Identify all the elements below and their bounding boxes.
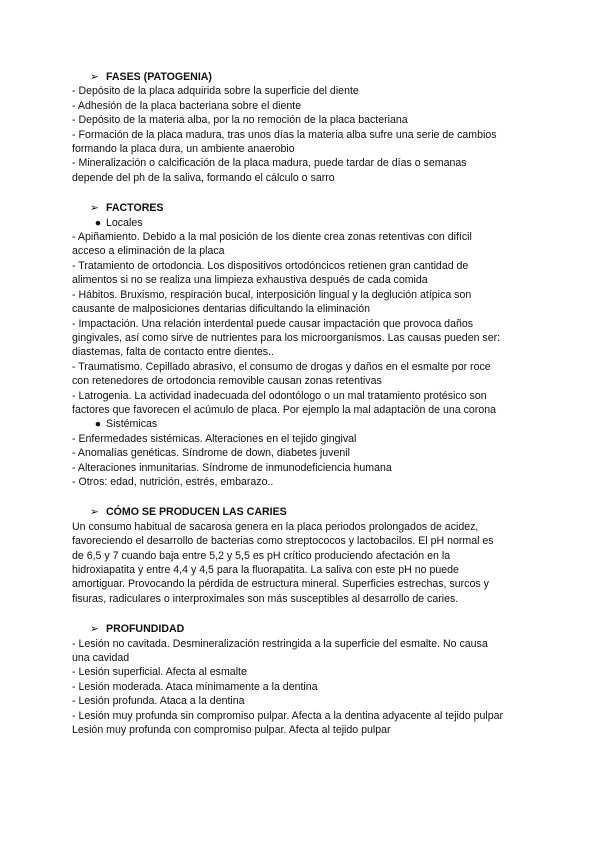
- section-spacer: [72, 185, 530, 201]
- section-heading-factores: [72, 201, 530, 215]
- text-line: - Depósito de la materia alba, por la no remoción de la placa bacteriana: [72, 114, 408, 127]
- section-heading-fases: [72, 70, 530, 84]
- text-line: - Apiñamiento. Debido a la mal posición de los diente crea zonas retentivas con difícil: [72, 231, 472, 244]
- text-line: depende del ph de la saliva, formando el cálculo o sarro: [72, 171, 335, 184]
- arrow-bullet-icon: ➢: [90, 506, 99, 519]
- text-line: Un consumo habitual de sacarosa genera en la placa periodos prolongados de acidez,: [72, 520, 479, 533]
- text-line: favoreciendo el desarrollo de bacterias como streptococos y lactobacilos. El pH normal es: [72, 535, 494, 548]
- text-line: - Lesión no cavitada. Desmineralización restringida a la superficie del esmalte. No causa: [72, 637, 488, 650]
- text-line: amortiguar. Provocando la pérdida de estructura mineral. Superficies estrechas, surcos y: [72, 578, 489, 591]
- text-line: - Adhesión de la placa bacteriana sobre el diente: [72, 99, 302, 112]
- text-line: - Enfermedades sistémicas. Alteraciones en el tejido gingival: [72, 432, 357, 445]
- text-line: Lesión muy profunda con compromiso pulpar. Afecta al tejido pulpar: [72, 724, 391, 737]
- text-line: - Formación de la placa madura, tras unos días la materia alba sufre una serie de cambios: [72, 128, 497, 141]
- subheading-sistemicas: [72, 417, 530, 431]
- text-line: - Traumatismo. Cepillado abrasivo, el consumo de drogas y daños en el esmalte por roce: [72, 360, 491, 373]
- section-spacer: [72, 606, 530, 622]
- text-line: factores que favorecen el acúmulo de placa. Por ejemplo la mal adaptación de una corona: [72, 403, 497, 416]
- heading-text: CÓMO SE PRODUCEN LAS CARIES: [106, 506, 287, 519]
- text-line: gingivales, así como sirve de nutrientes para los microorganismos. Las causas pueden ser:: [72, 331, 501, 344]
- text-line: acceso a eliminación de la placa: [72, 245, 225, 258]
- text-line: de 6,5 y 7 cuando baja entre 5,2 y 5,5 es pH crítico produciendo afectación en la: [72, 549, 451, 562]
- document-body: [72, 70, 530, 737]
- dot-bullet-icon: ●: [94, 216, 102, 229]
- text-line: una cavidad: [72, 652, 130, 665]
- text-line: fisuras, radiculares o interproximales son más susceptibles al desarrollo de caries.: [72, 592, 459, 605]
- arrow-bullet-icon: ➢: [90, 202, 99, 215]
- text-line: hidroxiapatita y entre 4,4 y 4,5 para la fluorapatita. La saliva con este pH no puede: [72, 564, 459, 576]
- subheading-text: Locales: [106, 216, 143, 229]
- text-line: - Lesión muy profunda sin compromiso pulpar. Afecta a la dentina adyacente al tejido pulpar: [72, 709, 504, 722]
- text-line: - Tratamiento de ortodoncia. Los dispositivos ortodóncicos retienen gran cantidad de: [72, 259, 469, 272]
- text-line: - Mineralización o calcificación de la placa madura, puede tardar de días o semanas: [72, 157, 467, 170]
- text-line: - Depósito de la placa adquirida sobre la superficie del diente: [72, 85, 359, 98]
- section-heading-profundidad: [72, 622, 530, 636]
- subheading-locales: [72, 216, 530, 230]
- arrow-bullet-icon: ➢: [90, 623, 99, 636]
- text-line: - Lesión superficial. Afecta al esmalte: [72, 666, 247, 679]
- text-line: con retenedores de ortodoncia removible causan zonas retentivas: [72, 375, 382, 388]
- text-line: formando la placa dura, un ambiente anaerobio: [72, 143, 295, 156]
- text-line: - Anomalías genéticas. Síndrome de down, diabetes juvenil: [72, 447, 350, 460]
- subheading-text: Sistémicas: [106, 418, 158, 431]
- text-line: - Lesión profunda. Ataca a la dentina: [72, 695, 245, 708]
- text-line: causante de malposiciones dentarias dificultando la eliminación: [72, 303, 370, 316]
- text-line: alimentos si no se realiza una limpieza exhaustiva después de cada comida: [72, 274, 428, 287]
- section-heading-caries: [72, 505, 530, 519]
- heading-text: PROFUNDIDAD: [106, 623, 185, 636]
- text-line: diastemas, falta de contacto entre dientes..: [72, 346, 274, 359]
- section-spacer: [72, 489, 530, 505]
- text-line: - Lesión moderada. Ataca mínimamente a la dentina: [72, 680, 318, 693]
- text-line: - Impactación. Una relación interdental puede causar impactación que provoca daños: [72, 317, 474, 330]
- text-line: - Alteraciones inmunitarias. Síndrome de inmunodeficiencia humana: [72, 461, 392, 474]
- heading-text: FASES (PATOGENIA): [106, 71, 212, 83]
- arrow-bullet-icon: ➢: [90, 71, 99, 83]
- heading-text: FACTORES: [106, 202, 164, 215]
- text-line: - Latrogenia. La actividad inadecuada del odontólogo o un mal tratamiento protésico son: [72, 389, 487, 402]
- text-line: - Hábitos. Bruxismo, respiración bucal, interposición lingual y la deglución atípica son: [72, 288, 472, 301]
- dot-bullet-icon: ●: [94, 418, 102, 431]
- text-line: - Otros: edad, nutrición, estrés, embarazo..: [72, 475, 274, 488]
